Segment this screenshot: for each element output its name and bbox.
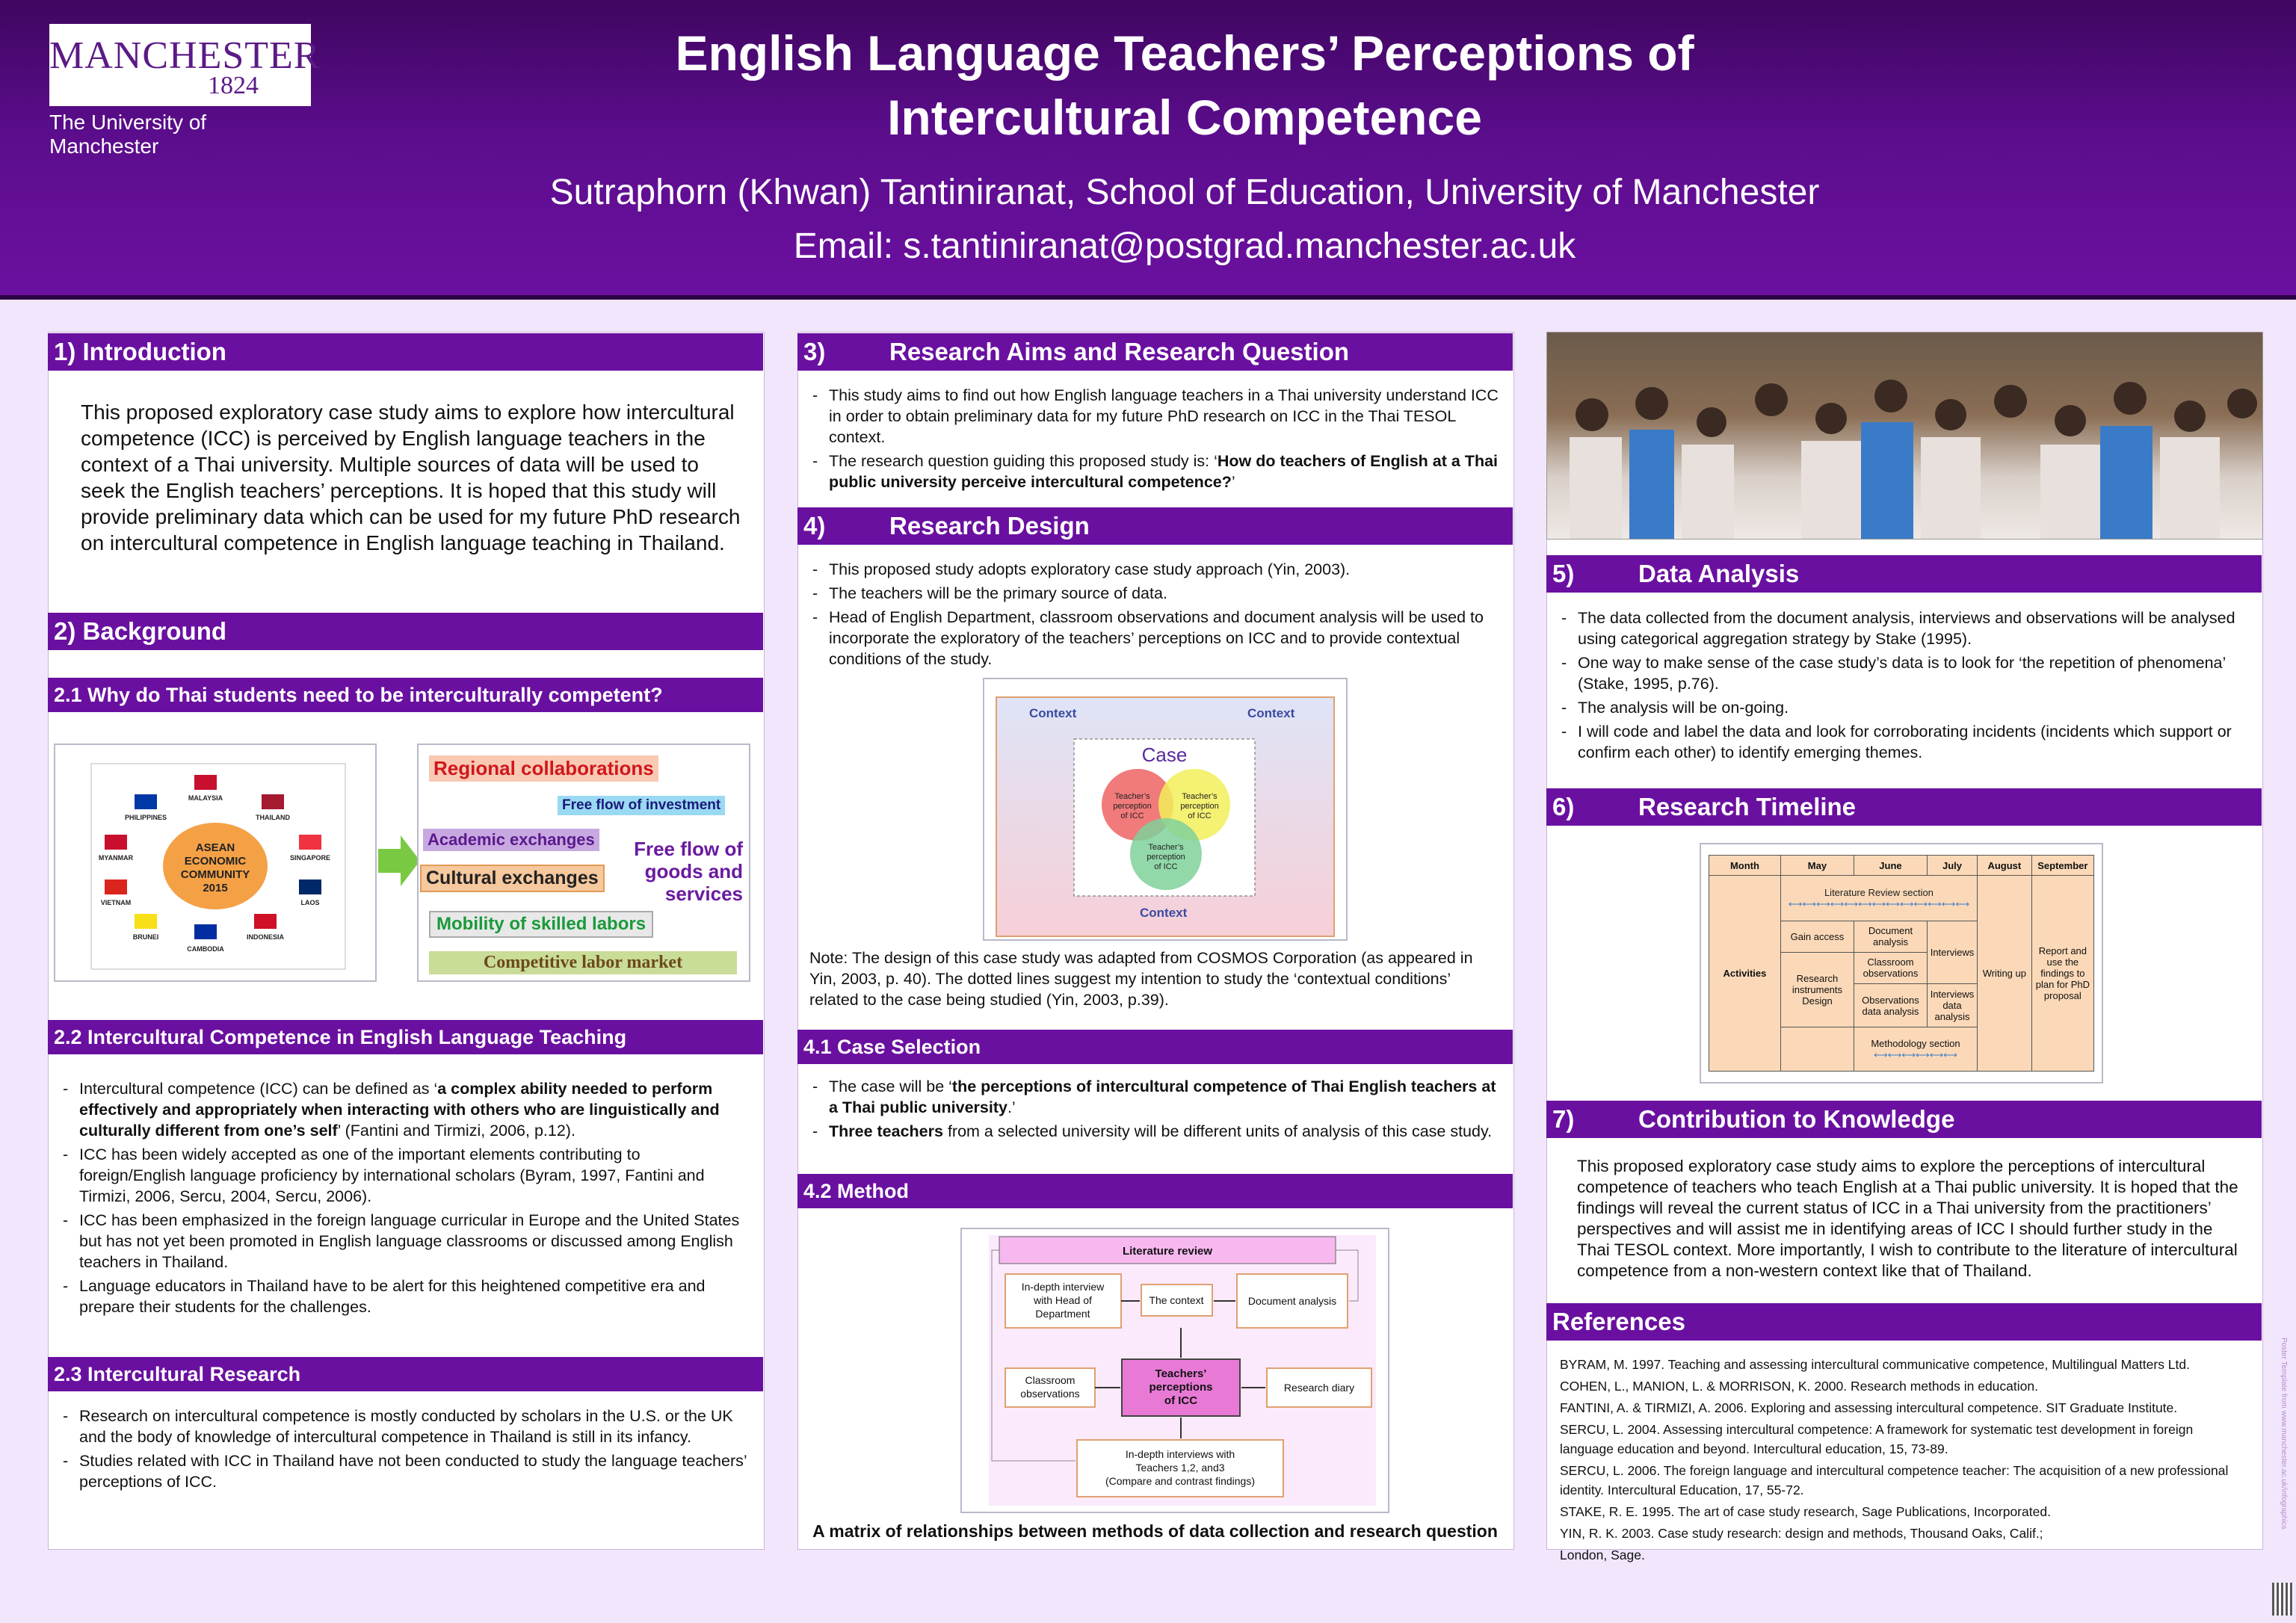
benefit-3: Academic exchanges bbox=[423, 829, 599, 851]
email-line: Email: s.tantiniranat@postgrad.manchester.ac.uk bbox=[793, 226, 1576, 266]
svg-text:perception: perception bbox=[1113, 802, 1152, 811]
method-caption: A matrix of relationships between methods of data collection and research question bbox=[812, 1521, 1498, 1541]
ref-7: YIN, R. K. 2003. Case study research: design and methods, Thousand Oaks, Calif.; bbox=[1560, 1526, 2043, 1541]
context-label-2: Context bbox=[1247, 706, 1295, 720]
svg-text:(Compare and contrast findings: (Compare and contrast findings) bbox=[1105, 1475, 1255, 1487]
intro-body: This proposed exploratory case study aims to explore how intercultural competence (ICC) is perceived by English language teachers in the context of a Thai university. Multiple sources of data will be used to seek the English teachers’ perceptions. It is hoped that this study will provide preliminary data which can be used for my future PhD research on intercultural competence in English language teaching in Thailand. bbox=[81, 401, 741, 554]
case-item-1: - The case will be ‘the perceptions of intercultural competence of Thai English teachers at a Thai public university.’ bbox=[811, 1076, 1499, 1118]
svg-text:with Head of: with Head of bbox=[1034, 1294, 1092, 1306]
method-lit: Literature review bbox=[1122, 1245, 1213, 1258]
svg-text:MALAYSIA: MALAYSIA bbox=[188, 794, 223, 802]
svg-text:COMMUNITY: COMMUNITY bbox=[180, 868, 250, 881]
asean-map-diagram bbox=[55, 745, 375, 980]
benefit-6: Mobility of skilled labors bbox=[429, 911, 653, 938]
analysis-item-4: - I will code and label the data and look for corroborating incidents (incidents which support or confirm each other) to identify emerging themes. bbox=[1560, 721, 2247, 763]
poster-header bbox=[0, 0, 2296, 300]
analysis-item-1: - The data collected from the document analysis, interviews and observations will be analysed using categorical aggregation strategy by Stake (1995). bbox=[1560, 608, 2247, 649]
svg-text:Department: Department bbox=[1035, 1308, 1090, 1320]
section-2-3-heading: 2.3 Intercultural Research bbox=[48, 1357, 763, 1391]
section-2-1-heading: 2.1 Why do Thai students need to be interculturally competent? bbox=[48, 678, 763, 712]
icc-item-4: - Language educators in Thailand have to be alert for this heightened competitive era and prepare their students for the challenges. bbox=[61, 1276, 747, 1317]
svg-text:of ICC: of ICC bbox=[1188, 812, 1212, 820]
design-list bbox=[811, 559, 1499, 673]
svg-text:VIETNAM: VIETNAM bbox=[100, 899, 132, 906]
svg-text:SINGAPORE: SINGAPORE bbox=[289, 854, 331, 862]
ref-3: FANTINI, A. & TIRMIZI, A. 2006. Exploring and assessing intercultural competence. SIT Graduate Institute. bbox=[1560, 1400, 2178, 1415]
intro-heading: 1) Introduction bbox=[48, 333, 763, 371]
aims-item-2: - The research question guiding this proposed study is: ‘How do teachers of English at a Thai public university perceive intercultural competence?’ bbox=[811, 451, 1499, 492]
svg-text:Teacher’s: Teacher’s bbox=[1114, 792, 1150, 801]
svg-text:Teacher’s: Teacher’s bbox=[1148, 843, 1184, 852]
method-doc: Document analysis bbox=[1247, 1295, 1337, 1307]
design-heading: 4) Research Design bbox=[797, 507, 1513, 545]
analysis-list bbox=[1560, 608, 2247, 766]
analysis-item-2: - One way to make sense of the case study’s data is to look for ‘the repetition of phenomena’ (Stake, 1995, p.76). bbox=[1560, 652, 2247, 694]
svg-text:perceptions: perceptions bbox=[1149, 1381, 1213, 1394]
icc-item-1: - Intercultural competence (ICC) can be defined as ‘a complex ability needed to perform effectively and appropriately when interacting with others who are linguistically and culturally different from one’s self’ (Fantini and Tirmizi, 2006, p.12). bbox=[61, 1078, 747, 1141]
qr-code bbox=[2272, 1583, 2293, 1616]
benefit-2: Free flow of investment bbox=[558, 796, 725, 815]
method-diagram bbox=[960, 1228, 1389, 1513]
ref-2: COHEN, L., MANION, L. & MORRISON, K. 2000. Research methods in education. bbox=[1560, 1379, 2038, 1394]
timeline-table: Month May June July August September Activities Literature Review section ⟷⟷⟷⟷⟷⟷⟷⟷⟷⟷⟷⟷⟷ Writing up Report and use the findings to plan for PhD proposal Gain access Document analysis Interviews Research instruments Design Classroom observations Observations data analysis Interviews data analysis Methodology section ⟷⟷⟷⟷⟷⟷ bbox=[1709, 855, 2094, 1072]
aims-heading: 3) Research Aims and Research Question bbox=[797, 333, 1513, 371]
benefit-4: Free flow of goods and services bbox=[634, 838, 743, 905]
ref-5: SERCU, L. 2006. The foreign language and intercultural competence teacher: The acquisition of a new professional identity. Intercultural Education, 17, 55-72. bbox=[1560, 1463, 2229, 1497]
timeline-heading: 6) Research Timeline bbox=[1546, 788, 2262, 826]
research-list bbox=[61, 1406, 747, 1495]
asean-figure bbox=[54, 744, 377, 982]
svg-text:Teachers 1,2, and3: Teachers 1,2, and3 bbox=[1135, 1462, 1225, 1474]
group-photo bbox=[1546, 332, 2263, 540]
method-context: The context bbox=[1149, 1294, 1204, 1306]
research-item-1: - Research on intercultural competence is mostly conducted by scholars in the U.S. or the UK and the body of knowledge of intercultural competence in Thailand is still in its infancy. bbox=[61, 1406, 747, 1447]
references-list bbox=[1560, 1355, 2240, 1567]
design-item-3: - Head of English Department, classroom observations and document analysis will be used to incorporate the exploratory of the teachers’ perceptions on ICC and to provide contextual conditions of the study. bbox=[811, 607, 1499, 670]
university-logo: MANCHESTER 1824 bbox=[49, 24, 311, 106]
section-2-2-heading: 2.2 Intercultural Competence in English Language Teaching bbox=[48, 1020, 763, 1054]
context-label-1: Context bbox=[1029, 706, 1077, 720]
svg-text:CAMBODIA: CAMBODIA bbox=[187, 945, 224, 953]
section-4-2-heading: 4.2 Method bbox=[797, 1174, 1513, 1208]
svg-text:ECONOMIC: ECONOMIC bbox=[184, 855, 247, 868]
case-label: Case bbox=[1141, 744, 1188, 766]
context-label-3: Context bbox=[1140, 906, 1188, 920]
benefit-1: Regional collaborations bbox=[429, 755, 658, 782]
logo-subtitle: The University of Manchester bbox=[49, 111, 207, 158]
svg-text:MYANMAR: MYANMAR bbox=[98, 854, 134, 862]
case-selection-list bbox=[811, 1076, 1499, 1145]
svg-text:LAOS: LAOS bbox=[300, 899, 320, 906]
svg-text:THAILAND: THAILAND bbox=[256, 814, 290, 821]
ref-1: BYRAM, M. 1997. Teaching and assessing intercultural communicative competence, Multilingual Matters Ltd. bbox=[1560, 1357, 2190, 1372]
poster-title: English Language Teachers’ Perceptions of Intercultural Competence bbox=[675, 25, 1694, 145]
svg-text:BRUNEI: BRUNEI bbox=[132, 933, 159, 941]
case-item-2: - Three teachers from a selected university will be different units of analysis of this case study. bbox=[811, 1121, 1499, 1142]
svg-text:of ICC: of ICC bbox=[1154, 862, 1178, 871]
svg-text:ASEAN: ASEAN bbox=[195, 841, 235, 854]
svg-text:of ICC: of ICC bbox=[1120, 812, 1144, 820]
ref-4: SERCU, L. 2004. Assessing intercultural competence: A framework for systematic test development in foreign language education and beyond. Intercultural education, 15, 73-89. bbox=[1560, 1422, 2194, 1456]
design-item-1: - This proposed study adopts exploratory case study approach (Yin, 2003). bbox=[811, 559, 1499, 580]
design-item-2: - The teachers will be the primary source of data. bbox=[811, 583, 1499, 604]
analysis-heading: 5) Data Analysis bbox=[1546, 555, 2262, 593]
benefit-7: Competitive labor market bbox=[429, 951, 737, 974]
benefits-figure bbox=[417, 744, 750, 982]
references-heading: References bbox=[1546, 1303, 2262, 1341]
background-heading: 2) Background bbox=[48, 613, 763, 650]
svg-text:In-depth interview: In-depth interview bbox=[1021, 1281, 1105, 1293]
timeline-figure bbox=[1700, 843, 2103, 1083]
svg-text:of ICC: of ICC bbox=[1164, 1394, 1198, 1407]
aims-item-1: - This study aims to find out how English language teachers in a Thai university understand ICC in order to obtain preliminary data for my future PhD research on ICC in the Thai TESOL context. bbox=[811, 385, 1499, 448]
svg-text:In-depth interviews with: In-depth interviews with bbox=[1125, 1448, 1235, 1460]
research-item-2: - Studies related with ICC in Thailand have not been conducted to study the language teachers’ perceptions of ICC. bbox=[61, 1450, 747, 1492]
analysis-item-3: - The analysis will be on-going. bbox=[1560, 697, 2247, 718]
ref-8: London, Sage. bbox=[1560, 1548, 1645, 1562]
template-credit: Poster Template from www.manchester.ac.uk/infographics bbox=[2280, 1338, 2288, 1530]
svg-text:Teacher’s: Teacher’s bbox=[1182, 792, 1218, 801]
svg-text:Classroom: Classroom bbox=[1025, 1374, 1076, 1386]
case-study-diagram bbox=[983, 678, 1348, 941]
method-diary: Research diary bbox=[1283, 1382, 1355, 1394]
svg-text:perception: perception bbox=[1180, 802, 1219, 811]
section-4-1-heading: 4.1 Case Selection bbox=[797, 1030, 1513, 1064]
svg-text:INDONESIA: INDONESIA bbox=[246, 933, 285, 941]
author-line: Sutraphorn (Khwan) Tantiniranat, School of Education, University of Manchester bbox=[549, 173, 1820, 212]
svg-text:perception: perception bbox=[1147, 853, 1185, 862]
ref-6: STAKE, R. E. 1995. The art of case study research, Sage Publications, Incorporated. bbox=[1560, 1504, 2051, 1519]
contribution-heading: 7) Contribution to Knowledge bbox=[1546, 1101, 2262, 1138]
icc-item-3: - ICC has been emphasized in the foreign language curricular in Europe and the United States but has not yet been promoted in English language classrooms or discussed among English teachers in Thailand. bbox=[61, 1210, 747, 1273]
svg-text:observations: observations bbox=[1020, 1388, 1080, 1400]
svg-text:2015: 2015 bbox=[203, 882, 228, 894]
contribution-body: This proposed exploratory case study aims to explore the perceptions of intercultural competence of teachers who teach English at a Thai public university. It is hoped that the findings will reveal the current status of ICC in a Thai university from the practitioners’ perspectives and will assist me in identifying areas of ICC I should further study in the Thai TESOL context. More importantly, I wish to contribute to the literature of intercultural competence from a non-western context like that of Thailand. bbox=[1577, 1157, 2238, 1280]
icc-list bbox=[61, 1078, 747, 1320]
icc-item-2: - ICC has been widely accepted as one of the important elements contributing to foreign/English language proficiency by international scholars (Byram, 1997, Fantini and Tirmizi, 2006, Sercu, 2004, Sercu, 2006). bbox=[61, 1144, 747, 1207]
design-note: Note: The design of this case study was adapted from COSMOS Corporation (as appeared in Yin, 2003, p. 40). The dotted lines suggest my intention to study the ‘contextual conditions’ related to the case being studied (Yin, 2003, p.39). bbox=[809, 949, 1473, 1009]
benefit-5: Cultural exchanges bbox=[420, 865, 605, 892]
svg-text:PHILIPPINES: PHILIPPINES bbox=[124, 814, 167, 821]
aims-list bbox=[811, 385, 1499, 495]
svg-text:Teachers’: Teachers’ bbox=[1155, 1367, 1207, 1380]
